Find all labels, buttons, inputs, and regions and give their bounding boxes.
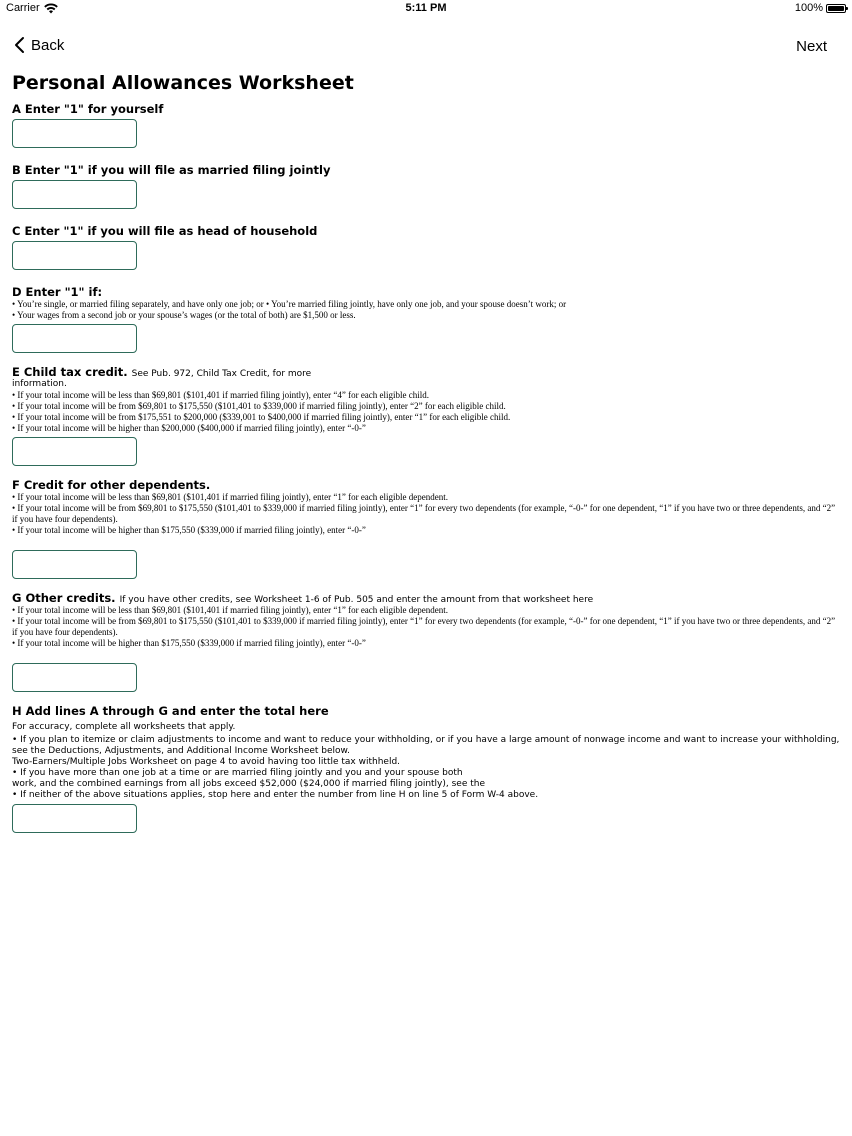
section-a bbox=[12, 102, 840, 148]
section-e-line: • If your total income will be higher than $200,000 ($400,000 if married filing jointly), enter “-0-” bbox=[12, 423, 366, 433]
section-e-note-cont: information. bbox=[12, 379, 67, 389]
section-b-label: B Enter "1" if you will file as married filing jointly bbox=[12, 163, 331, 177]
section-g-line: • If your total income will be less than $69,801 ($101,401 if married filing jointly), enter “1” for each eligible dependent. bbox=[12, 605, 449, 615]
line-h-input[interactable] bbox=[12, 804, 137, 833]
line-b-input[interactable] bbox=[12, 180, 137, 209]
section-h-line: Two-Earners/Multiple Jobs Worksheet on page 4 to avoid having too little tax withheld. bbox=[12, 757, 401, 767]
section-d bbox=[12, 285, 840, 353]
section-h-line: • If you have more than one job at a time or are married filing jointly and you and your spouse both bbox=[12, 768, 463, 778]
section-g-note: If you have other credits, see Worksheet 1-6 of Pub. 505 and enter the amount from that worksheet here bbox=[119, 595, 594, 605]
section-h-line: • If neither of the above situations applies, stop here and enter the number from line H on line 5 of Form W-4 above. bbox=[12, 790, 539, 800]
section-e-line: • If your total income will be from $175,551 to $200,000 ($339,001 to $400,000 if married filing jointly), enter “1” for each eligible child. bbox=[12, 412, 511, 422]
worksheet-content bbox=[12, 72, 840, 845]
status-bar bbox=[0, 0, 852, 18]
section-e-line: • If your total income will be from $69,801 to $175,550 ($101,401 to $339,000 if married filing jointly), enter “2” for each eligible child. bbox=[12, 401, 506, 411]
section-c bbox=[12, 224, 840, 270]
section-e-note: See Pub. 972, Child Tax Credit, for more bbox=[131, 369, 312, 379]
section-f-line: • If your total income will be from $69,801 to $175,550 ($101,401 to $339,000 if married filing jointly), enter “1” for every two dependents (for example, “-0-” for one dependent, “1” if you have two or three dependents, and “2” if you have four dependents). bbox=[12, 503, 836, 524]
line-d-input[interactable] bbox=[12, 324, 137, 353]
section-b bbox=[12, 163, 840, 209]
line-g-input[interactable] bbox=[12, 663, 137, 692]
line-a-input[interactable] bbox=[12, 119, 137, 148]
section-f bbox=[12, 478, 840, 579]
battery-percent: 100% bbox=[794, 2, 823, 14]
section-g bbox=[12, 591, 840, 692]
section-d-line: • Your wages from a second job or your spouse’s wages (or the total of both) are $1,500 or less. bbox=[12, 310, 356, 320]
back-label: Back bbox=[31, 36, 65, 54]
chevron-left-icon bbox=[14, 36, 25, 54]
section-g-line: • If your total income will be higher than $175,550 ($339,000 if married filing jointly), enter “-0-” bbox=[12, 638, 366, 648]
carrier-label: Carrier bbox=[6, 2, 40, 14]
section-f-label: F Credit for other dependents. bbox=[12, 478, 211, 492]
section-h-line: • If you plan to itemize or claim adjustments to income and want to reduce your withholding, or if you have a large amount of nonwage income and want to increase your withholding, see the Deductions, Adjustments, and Additional Income Worksheet below. bbox=[12, 735, 840, 756]
back-button[interactable] bbox=[14, 36, 64, 54]
section-g-line: • If your total income will be from $69,801 to $175,550 ($101,401 to $339,000 if married filing jointly), enter “1” for every two dependents (for example, “-0-” for one dependent, “1” if you have two or three dependents, and “2” if you have four dependents). bbox=[12, 616, 836, 637]
status-time: 5:11 PM bbox=[405, 2, 447, 14]
next-button[interactable]: Next bbox=[796, 38, 827, 55]
page-title: Personal Allowances Worksheet bbox=[12, 72, 354, 94]
section-e-label bbox=[12, 365, 840, 379]
section-d-label: D Enter "1" if: bbox=[12, 285, 103, 299]
section-f-line: • If your total income will be higher than $175,550 ($339,000 if married filing jointly), enter “-0-” bbox=[12, 525, 366, 535]
section-e bbox=[12, 365, 840, 466]
section-c-label: C Enter "1" if you will file as head of household bbox=[12, 224, 318, 238]
section-f-line: • If your total income will be less than $69,801 ($101,401 if married filing jointly), enter “1” for each eligible dependent. bbox=[12, 492, 449, 502]
section-a-label: A Enter "1" for yourself bbox=[12, 102, 164, 116]
section-h-line: work, and the combined earnings from all jobs exceed $52,000 ($24,000 if married filing jointly), see the bbox=[12, 779, 486, 789]
line-e-input[interactable] bbox=[12, 437, 137, 466]
section-d-line: • You’re single, or married filing separately, and have only one job; or • You’re married filing jointly, have only one job, and your spouse doesn’t work; or bbox=[12, 299, 567, 309]
section-e-title: E Child tax credit. bbox=[12, 365, 128, 379]
battery-icon bbox=[826, 4, 846, 13]
navigation-bar bbox=[0, 30, 852, 62]
section-h-line: For accuracy, complete all worksheets that apply. bbox=[12, 722, 236, 732]
line-f-input[interactable] bbox=[12, 550, 137, 579]
line-c-input[interactable] bbox=[12, 241, 137, 270]
section-g-label bbox=[12, 591, 840, 605]
section-h bbox=[12, 704, 840, 833]
section-h-label: H Add lines A through G and enter the total here bbox=[12, 704, 329, 718]
section-e-line: • If your total income will be less than $69,801 ($101,401 if married filing jointly), enter “4” for each eligible child. bbox=[12, 390, 430, 400]
section-g-title: G Other credits. bbox=[12, 591, 116, 605]
status-right bbox=[795, 2, 846, 14]
